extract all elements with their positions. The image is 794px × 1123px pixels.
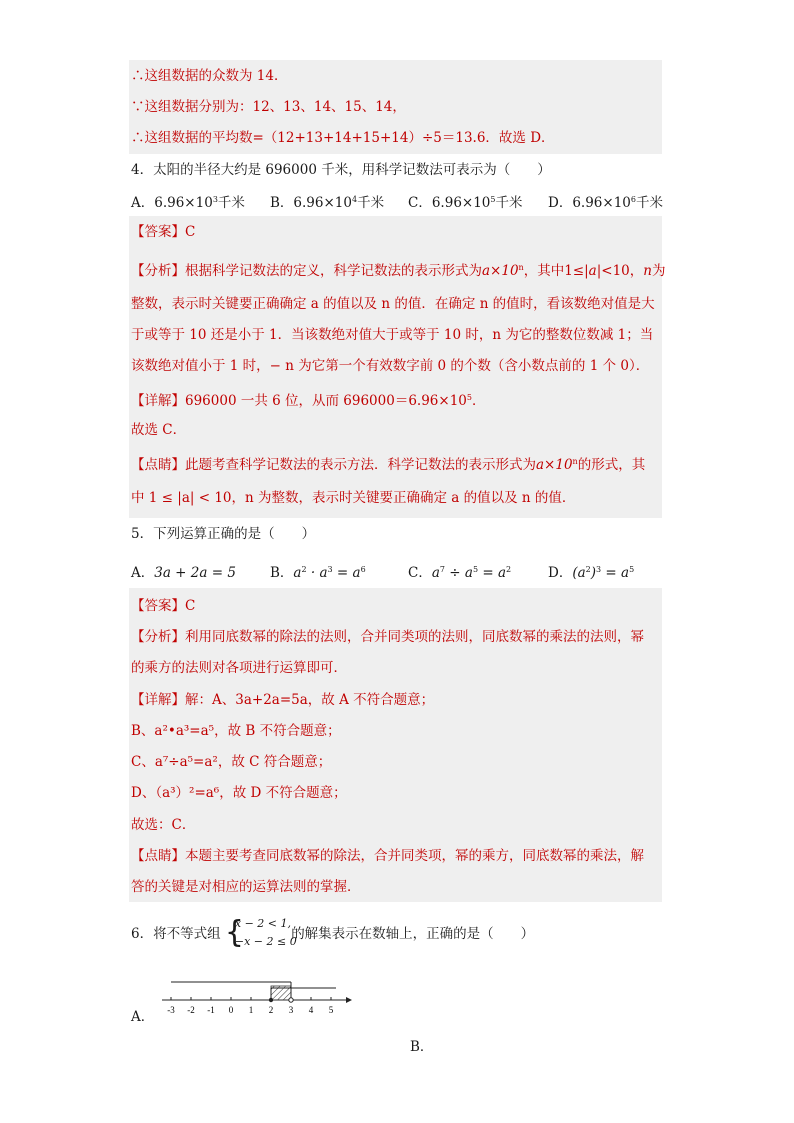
q5-detail-line-3: C、a⁷÷a⁵=a²，故 C 符合题意； bbox=[131, 754, 332, 770]
q4-option-a: A．$6.96\times 10^3$千米 bbox=[131, 195, 245, 211]
q4-option-d: D．$6.96\times 10^6$千米 bbox=[548, 195, 663, 211]
number-line-tick-label: -2 bbox=[187, 1005, 195, 1015]
arrow-icon bbox=[346, 997, 352, 1003]
q6-option-b-label: B． bbox=[410, 1039, 434, 1055]
q4-answer: 【答案】C bbox=[131, 224, 196, 240]
prev-line-1: ∴这组数据的众数为 14． bbox=[131, 68, 288, 84]
q4-analysis-line-1: 【分析】根据科学记数法的定义，科学记数法的表示形式为$a\times 10^n$，其中1≤|a|<10，n为 bbox=[131, 263, 666, 279]
system-line-1: x − 2 < 1, bbox=[234, 916, 292, 930]
endpoint-dot bbox=[269, 998, 273, 1002]
q4-stem: 4．太阳的半径大约是 696000 千米，用科学记数法可表示为（ ） bbox=[131, 162, 551, 178]
q5-option-d: D．$(a^2)^3 = a^5$ bbox=[548, 565, 635, 581]
q5-point-line-2: 答的关键是对相应的运算法则的掌握． bbox=[131, 879, 361, 895]
q5-option-a: A．3a + 2a = 5 bbox=[131, 565, 236, 581]
number-line-tick-label: -3 bbox=[167, 1005, 175, 1015]
q5-detail-line-5: 故选：C． bbox=[131, 817, 196, 833]
inequality-system bbox=[224, 914, 297, 950]
q5-analysis-line-2: 的乘方的法则对各项进行运算即可． bbox=[131, 660, 347, 676]
number-line-tick-label: 5 bbox=[328, 1005, 334, 1015]
q5-point-line-1: 【点睛】本题主要考查同底数幂的除法，合并同类项，幂的乘方，同底数幂的乘法，解 bbox=[131, 848, 644, 864]
q5-stem: 5．下列运算正确的是（ ） bbox=[131, 526, 316, 542]
q6-stem: 6．将不等式组 { x − 2 < 1, −x − 2 ≤ 0 的解集表示在数轴上，正确的是（ ） bbox=[131, 924, 534, 945]
number-line-tick-label: 4 bbox=[308, 1005, 314, 1015]
q6-option-a-number-line bbox=[158, 972, 358, 1022]
number-line-tick-label: 0 bbox=[228, 1005, 234, 1015]
number-line-tick-label: 1 bbox=[248, 1005, 254, 1015]
q4-analysis-line-4: 该数绝对值小于 1 时，− n 为它第一个有效数字前 0 的个数（含小数点前的 1 个 0）． bbox=[131, 358, 650, 374]
q6-option-a-label: A． bbox=[131, 1009, 155, 1025]
prev-line-2: ∵这组数据分别为：12、13、14、15、14， bbox=[131, 99, 406, 115]
endpoint-open bbox=[289, 998, 293, 1002]
number-line-tick-label: 2 bbox=[268, 1005, 274, 1015]
system-line-2: −x − 2 ≤ 0 bbox=[234, 934, 297, 948]
q5-detail-line-4: D、（a³）²=a⁶，故 D 不符合题意； bbox=[131, 785, 347, 801]
q4-option-b: B．$6.96\times 10^4$千米 bbox=[270, 195, 385, 211]
q4-analysis-line-3: 于或等于 10 还是小于 1．当该数绝对值大于或等于 10 时，n 为它的整数位数减 1；当 bbox=[131, 327, 654, 343]
q4-analysis-line-2: 整数，表示时关键要正确确定 a 的值以及 n 的值．在确定 n 的值时，看该数绝对值是大 bbox=[131, 296, 655, 312]
q4-detail-line-1: 【详解】696000 一共 6 位，从而 $696000=6.96\times 10^5$． bbox=[131, 393, 486, 409]
q4-point-line-1: 【点睛】此题考查科学记数法的表示方法．科学记数法的表示形式为$a\times 10^n$的形式，其 bbox=[131, 457, 646, 473]
system-brace: { bbox=[224, 914, 244, 950]
q5-answer: 【答案】C bbox=[131, 598, 196, 614]
q5-detail-line-2: B、a²•a³=a⁵，故 B 不符合题意； bbox=[131, 723, 341, 739]
q5-detail-line-1: 【详解】解：A、3a+2a=5a，故 A 不符合题意； bbox=[131, 692, 435, 708]
q4-option-c: C．$6.96\times 10^5$千米 bbox=[408, 195, 523, 211]
number-line-tick-label: 3 bbox=[288, 1005, 294, 1015]
q4-detail-line-2: 故选 C． bbox=[131, 422, 187, 438]
q5-analysis-line-1: 【分析】利用同底数幂的除法的法则，合并同类项的法则，同底数幂的乘法的法则，幂 bbox=[131, 629, 644, 645]
q4-point-line-2: 中 1 ≤ |a| < 10，n 为整数，表示时关键要正确确定 a 的值以及 n 的值． bbox=[131, 490, 576, 506]
number-line-tick-label: -1 bbox=[207, 1005, 215, 1015]
q5-option-c: C．$a^7 \div a^5 = a^2$ bbox=[408, 565, 512, 581]
prev-line-3: ∴这组数据的平均数=（12+13+14+15+14）÷5＝13.6．故选 D． bbox=[131, 130, 555, 146]
q5-option-b: B．$a^2 \cdot a^3 = a^6$ bbox=[270, 565, 366, 581]
